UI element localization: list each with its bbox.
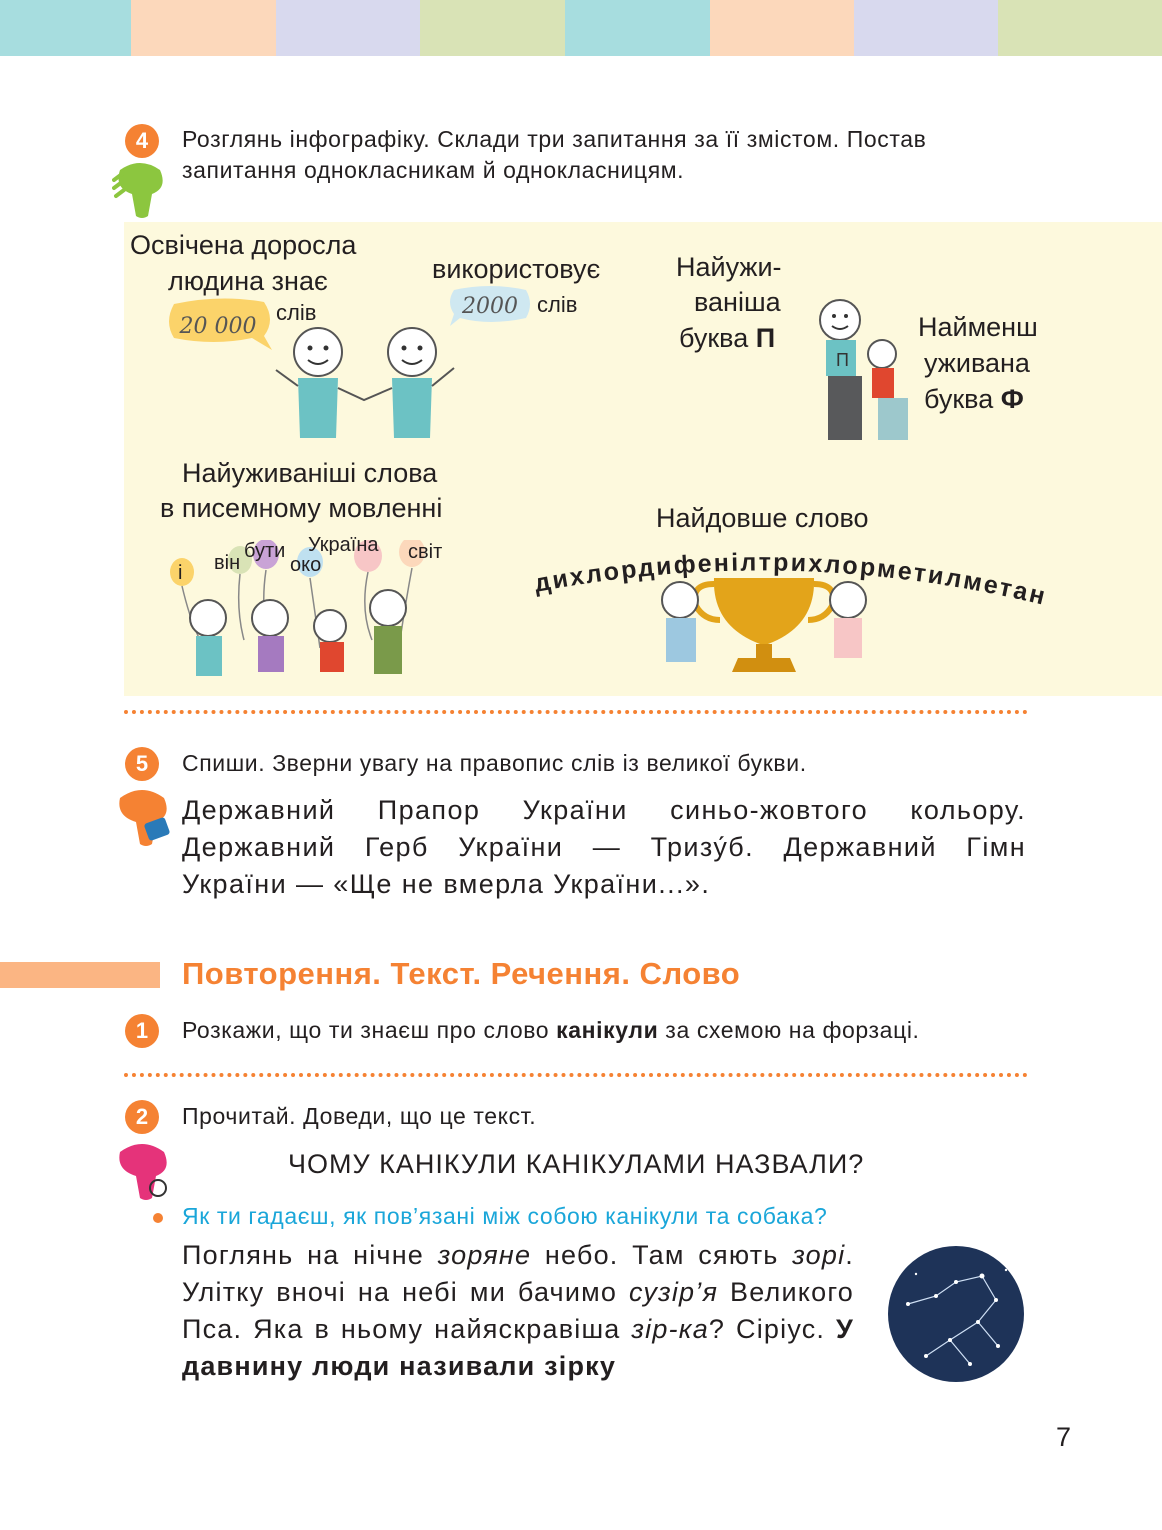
least-used-letter: Ф <box>1000 384 1024 414</box>
stripe <box>276 0 420 56</box>
uses-count: 2000 <box>462 294 518 319</box>
stripe <box>565 0 710 56</box>
task5-line2: Державний Герб України — Тризу́б. Державний Гімн <box>182 832 1026 862</box>
adult-count: 20 000 <box>179 314 257 339</box>
kids-handshake-illustration <box>268 322 464 440</box>
most-used-2: ваніша <box>694 287 781 317</box>
task4-line1: Розглянь інфографіку. Склади три запитання за її змістом. Постав <box>182 126 927 152</box>
divider <box>124 1073 1028 1077</box>
most-used-letter: П <box>755 323 776 353</box>
task-number: 1 <box>125 1014 159 1048</box>
stripe <box>710 0 854 56</box>
most-used-3: буква П <box>679 323 776 353</box>
balloon-word: і <box>178 562 183 584</box>
task5-instruction: Спиши. Зверни увагу на правопис слів із великої букви. <box>182 750 807 776</box>
constellation-illustration <box>886 1244 1026 1384</box>
stripe <box>998 0 1162 56</box>
pink-mascot-icon <box>112 1140 172 1206</box>
svg-text:П: П <box>836 350 849 370</box>
balloon-word: око <box>290 554 322 576</box>
balloon-word: бути <box>244 540 286 562</box>
stripe <box>420 0 565 56</box>
green-mascot-icon <box>112 160 168 222</box>
most-used-1: Найужи- <box>676 252 782 282</box>
article-title: ЧОМУ КАНІКУЛИ КАНІКУЛАМИ НАЗВАЛИ? <box>288 1149 865 1179</box>
podium-illustration <box>812 296 916 442</box>
section-heading: Повторення. Текст. Речення. Слово <box>182 956 741 991</box>
least-used-1: Найменш <box>918 312 1038 342</box>
bullet-dot <box>153 1213 163 1223</box>
task-number: 5 <box>125 747 159 781</box>
divider <box>124 710 1028 714</box>
words-label-1: слів <box>276 300 317 325</box>
task5-line1: Державний Прапор України синьо-жовтого кольору. <box>182 795 1026 825</box>
words-label-2: слів <box>537 292 578 317</box>
balloon-word: він <box>214 552 241 574</box>
written-words-2: в писемному мовленні <box>160 493 443 523</box>
stripe <box>131 0 276 56</box>
longest-word-title: Найдовше слово <box>656 503 869 533</box>
page-number: 7 <box>1056 1422 1072 1452</box>
task4-line2: запитання однокласникам й однокласницям. <box>182 157 685 183</box>
task2-instruction: Прочитай. Доведи, що це текст. <box>182 1103 537 1129</box>
task-number: 2 <box>125 1100 159 1134</box>
task1-text: Розкажи, що ти знаєш про слово канікули за схемою на форзаці. <box>182 1017 920 1043</box>
orange-mascot-icon <box>112 786 172 852</box>
balloon-word: світ <box>408 541 443 563</box>
stripe <box>0 0 131 56</box>
written-words-1: Найуживаніші слова <box>182 458 438 488</box>
longest-word: дихлордифенілтрихлорметилметан <box>532 548 1050 612</box>
least-used-3: буква Ф <box>924 384 1024 414</box>
adult-line1: Освічена доросла <box>130 230 357 260</box>
adult-line2: людина знає <box>168 266 328 296</box>
uses-label: використовує <box>432 254 601 284</box>
least-used-2: уживана <box>924 348 1030 378</box>
stripe <box>854 0 998 56</box>
article-question: Як ти гадаєш, як пов’язані між собою канікули та собака? <box>182 1203 828 1229</box>
heading-bar <box>0 962 160 988</box>
balloon-word: Україна <box>308 534 379 556</box>
task1-keyword: канікули <box>556 1017 659 1043</box>
task5-line3: України — «Ще не вмерла України...». <box>182 869 711 899</box>
article-paragraph: Поглянь на нічне зоряне небо. Там сяють зорі. Улітку вночі на небі ми бачимо сузір’я Великого Пса. Яка в ньому найяскравіша зір-ка? Сіріус. У давнину люди називали зірку <box>182 1240 854 1381</box>
task-number: 4 <box>125 124 159 158</box>
trophy-illustration <box>650 570 882 676</box>
